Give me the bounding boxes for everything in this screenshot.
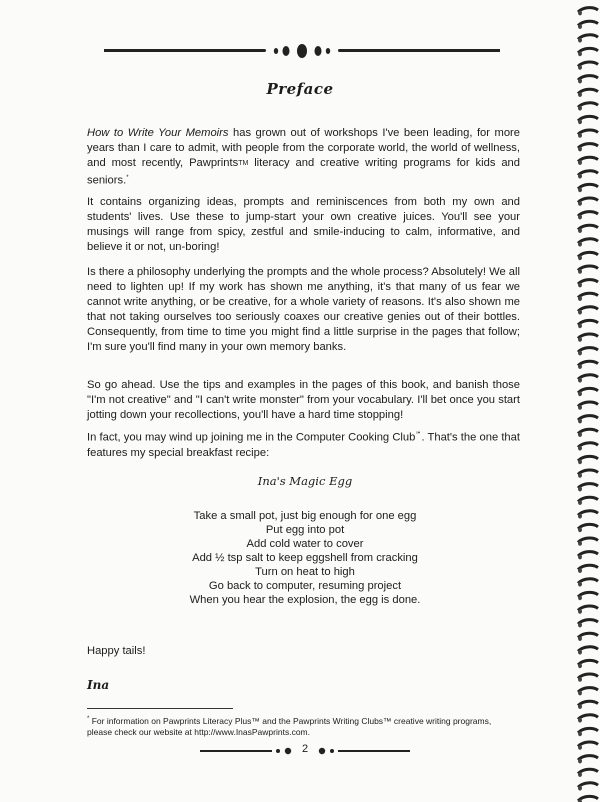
paragraph-text: has grown out of workshops I've been leading, for more years than I care to admit, with people from the corporate world, the world of wellness, and most recently, Pawprints xyxy=(87,127,520,169)
binding-hole xyxy=(578,446,582,451)
recipe-line: When you hear the explosion, the egg is done. xyxy=(189,594,421,606)
paragraph-contents xyxy=(87,195,520,255)
binding-hole xyxy=(578,147,582,152)
binding-hole xyxy=(578,541,582,546)
binding-hole xyxy=(578,296,582,301)
binding-hole xyxy=(578,786,582,791)
footnote-text: For information on Pawprints Literacy Plus™ and the Pawprints Writing Clubs™ creative writing programs, please check our website at http://www.InasPawprints.com. xyxy=(87,715,492,737)
binding-hole xyxy=(578,405,582,410)
binding-hole xyxy=(578,487,582,492)
binding-hole xyxy=(578,527,582,532)
closing-line: Happy tails! xyxy=(87,645,146,657)
recipe-title: Ina's Magic Egg xyxy=(257,474,353,488)
binding-hole xyxy=(578,24,582,29)
binding-hole xyxy=(578,283,582,288)
paragraph-text: So go ahead. Use the tips and examples in the pages of this book, and banish those "I'm not creative" and "I can't write monster" from your vocabulary. I'll bet once you start jotting down your recollections, you'll have a hard time stopping! xyxy=(87,379,520,421)
binding-hole xyxy=(578,228,582,233)
spiral-binding-icon xyxy=(574,0,600,802)
binding-hole xyxy=(578,92,582,97)
binding-hole xyxy=(578,432,582,437)
ornament-rule-right xyxy=(338,750,410,752)
binding-hole xyxy=(578,459,582,464)
binding-hole xyxy=(578,582,582,587)
paragraph-text: literacy and creative writing programs for kids and seniors. xyxy=(87,157,520,187)
binding-hole xyxy=(578,704,582,709)
binding-hole xyxy=(578,514,582,519)
binding-hole xyxy=(578,106,582,111)
binding-hole xyxy=(578,759,582,764)
recipe-line: Go back to computer, resuming project xyxy=(208,580,402,592)
binding-hole xyxy=(578,242,582,247)
binding-hole xyxy=(578,133,582,138)
binding-hole xyxy=(578,174,582,179)
paragraph-philosophy xyxy=(87,265,520,355)
binding-hole xyxy=(578,11,582,16)
binding-hole xyxy=(578,473,582,478)
binding-hole xyxy=(578,555,582,560)
binding-hole xyxy=(578,364,582,369)
binding-hole xyxy=(578,215,582,220)
binding-hole xyxy=(578,51,582,56)
binding-hole xyxy=(578,65,582,70)
binding-hole xyxy=(578,677,582,682)
binding-hole xyxy=(578,731,582,736)
recipe-line: Add cold water to cover xyxy=(246,538,364,550)
service-mark: ℠ xyxy=(415,432,422,438)
paragraph-go-ahead xyxy=(87,378,520,423)
binding-hole xyxy=(578,419,582,424)
binding-hole xyxy=(578,337,582,342)
footnote-marker: * xyxy=(126,175,129,181)
recipe-line: Add ½ tsp salt to keep eggshell from cracking xyxy=(192,552,418,564)
binding-hole xyxy=(578,79,582,84)
dot-ornament-icon xyxy=(274,746,294,756)
binding-hole xyxy=(578,351,582,356)
binding-hole xyxy=(578,391,582,396)
paragraph-intro xyxy=(87,126,520,189)
binding-hole xyxy=(578,500,582,505)
ornament-rule-right xyxy=(338,49,500,52)
recipe-line: Turn on heat to high xyxy=(255,566,355,578)
page-number: 2 xyxy=(301,743,309,755)
binding-hole xyxy=(578,663,582,668)
binding-hole xyxy=(578,323,582,328)
binding-hole xyxy=(578,568,582,573)
recipe-line: Put egg into pot xyxy=(265,524,345,536)
binding-hole xyxy=(578,255,582,260)
binding-hole xyxy=(578,187,582,192)
binding-hole xyxy=(578,623,582,628)
binding-hole xyxy=(578,636,582,641)
paragraph-text: . That's the one that features my special breakfast recipe: xyxy=(87,431,520,459)
footnote xyxy=(87,714,517,738)
binding-hole xyxy=(578,201,582,206)
book-title: How to Write Your Memoirs xyxy=(87,127,229,139)
paragraph-cooking-club xyxy=(87,428,520,461)
signature: Ina xyxy=(87,678,110,692)
binding-hole xyxy=(578,691,582,696)
top-ornament xyxy=(104,40,500,62)
binding-hole xyxy=(578,269,582,274)
binding-hole xyxy=(578,119,582,124)
ornament-rule-left xyxy=(104,49,266,52)
binding-hole xyxy=(578,310,582,315)
binding-hole xyxy=(578,160,582,165)
binding-hole xyxy=(578,650,582,655)
binding-hole xyxy=(578,745,582,750)
trademark-mark: TM xyxy=(238,160,249,167)
paragraph-text: Is there a philosophy underlying the prompts and the whole process? Absolutely! We all need to lighten up! If my work has shown me anything, it's that many of us fear we cannot write anything, or be creative, for a whole variety of reasons. It's also shown me that not taking ourselves too seriously coaxes our creative genies out of their bottles. Consequently, from time to time you might find a little surprise in the pages that follow; I'm sure you'll find many in your own memory banks. xyxy=(87,266,520,353)
dot-ornament-icon xyxy=(316,746,336,756)
dot-ornament-icon xyxy=(272,41,332,61)
recipe-line: Take a small pot, just big enough for one egg xyxy=(193,510,417,522)
page-title: Preface xyxy=(266,80,334,98)
paragraph-text: In fact, you may wind up joining me in the Computer Cooking Club xyxy=(87,431,416,444)
binding-hole xyxy=(578,609,582,614)
binding-hole xyxy=(578,772,582,777)
paragraph-text: It contains organizing ideas, prompts and reminiscences from both my own and students' lives. Use these to jump-start your own creative juices. You'll see your musings will range from spicy, zestful and smile-inducing to calm, informative, and believe it or not, un-boring! xyxy=(87,196,520,253)
binding-hole xyxy=(578,378,582,383)
ornament-rule-left xyxy=(200,750,272,752)
binding-hole xyxy=(578,38,582,43)
binding-hole xyxy=(578,595,582,600)
footnote-marker: * xyxy=(87,716,90,722)
footnote-rule xyxy=(87,708,233,709)
binding-hole xyxy=(578,718,582,723)
bottom-ornament xyxy=(200,744,410,758)
recipe-steps xyxy=(100,509,510,607)
